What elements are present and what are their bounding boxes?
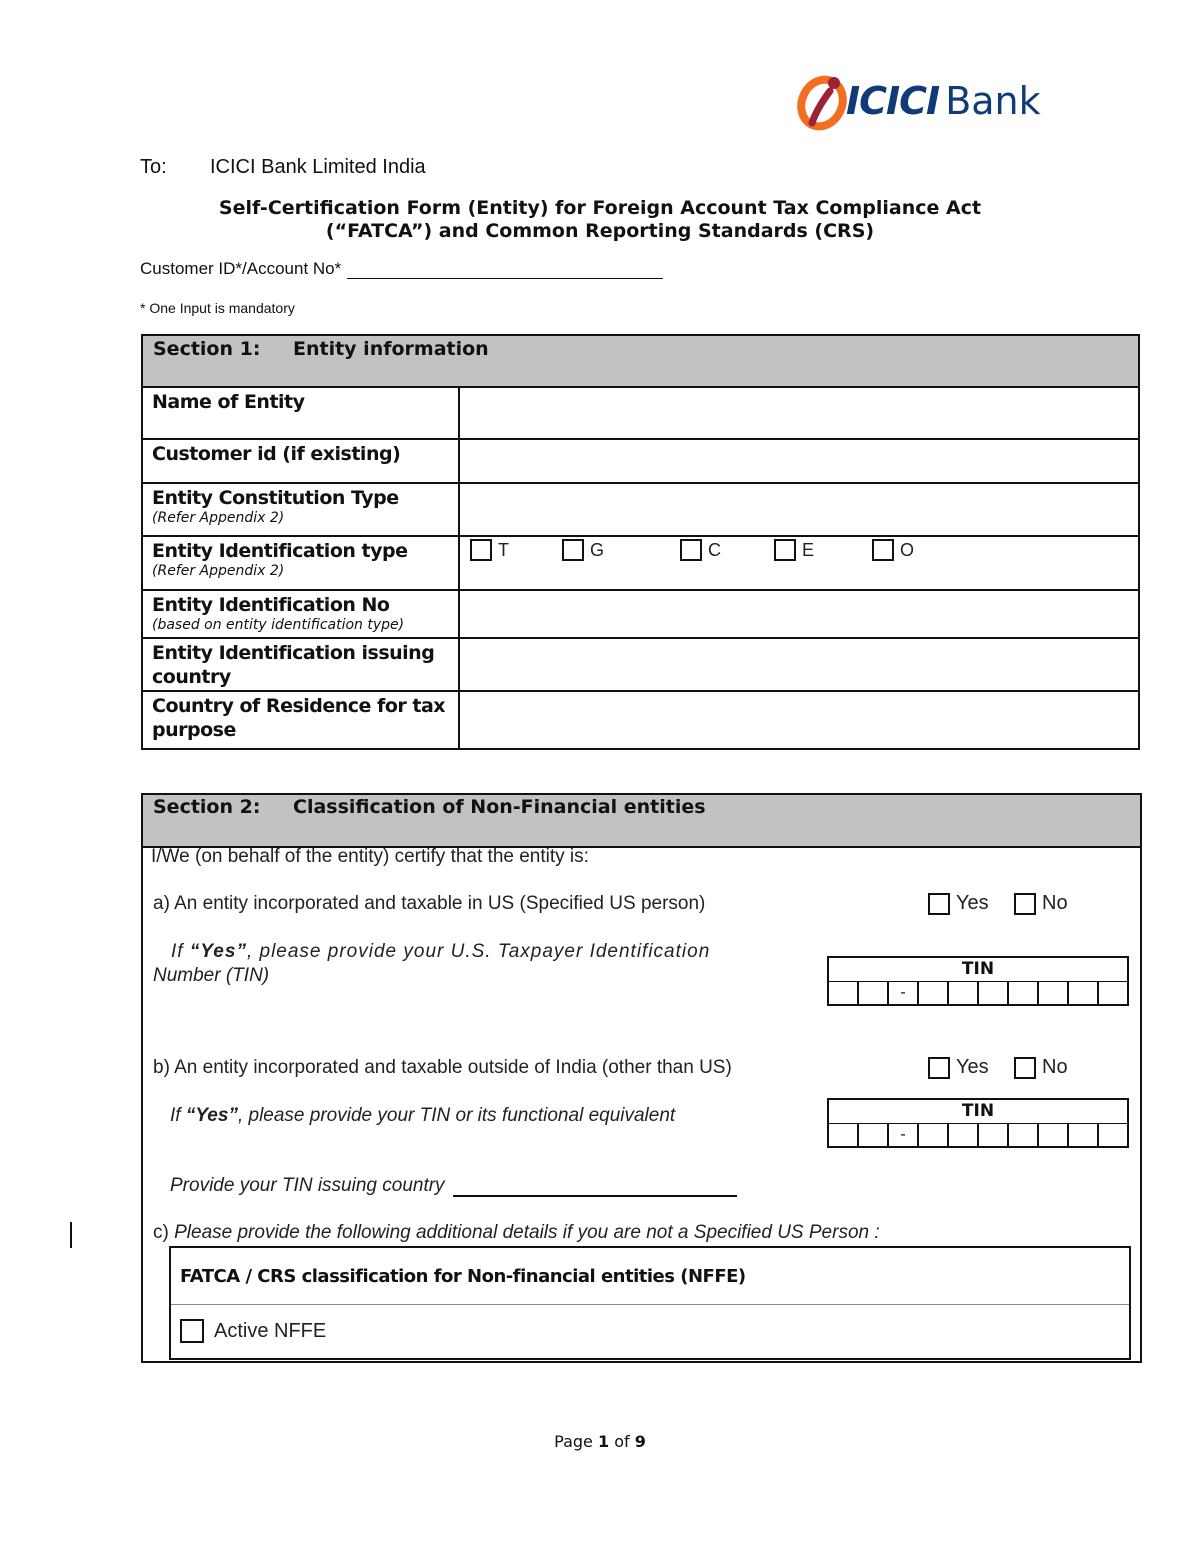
question-c: c) Please provide the following additional details if you are not a Specified US Person : bbox=[153, 1222, 880, 1243]
section-1-table bbox=[141, 334, 1140, 750]
customer-id-input[interactable] bbox=[347, 263, 663, 279]
tin-cell[interactable] bbox=[1009, 982, 1039, 1004]
id-type-t[interactable]: T bbox=[470, 539, 562, 561]
row-label: Entity Identification issuing country bbox=[143, 639, 460, 690]
row-issuing-country bbox=[143, 639, 1138, 692]
active-nffe-label: Active NFFE bbox=[214, 1319, 327, 1342]
row-label: Entity Constitution Type (Refer Appendix 2) bbox=[143, 484, 460, 535]
to-value: ICICI Bank Limited India bbox=[210, 156, 426, 178]
checkbox-icon[interactable] bbox=[928, 1057, 950, 1079]
question-a: a) An entity incorporated and taxable in US (Specified US person) bbox=[153, 893, 706, 914]
tin-cell[interactable] bbox=[829, 1124, 859, 1146]
nffe-heading: FATCA / CRS classification for Non-financial entities (NFFE) bbox=[171, 1248, 1129, 1305]
row-tax-residence bbox=[143, 692, 1138, 750]
tin-cell[interactable] bbox=[919, 1124, 949, 1146]
tin-cell[interactable] bbox=[1039, 982, 1069, 1004]
icici-logo-icon bbox=[794, 71, 850, 131]
tin-cell[interactable] bbox=[949, 982, 979, 1004]
tin-cell[interactable] bbox=[949, 1124, 979, 1146]
section-1-number: Section 1: bbox=[153, 338, 261, 360]
id-type-g[interactable]: G bbox=[562, 539, 680, 561]
row-constitution-type bbox=[143, 484, 1138, 537]
form-title-line1: Self-Certification Form (Entity) for Foreign Account Tax Compliance Act bbox=[218, 197, 982, 219]
question-a-tin-prompt: If “Yes”, please provide your U.S. Taxpayer Identification Number (TIN) bbox=[153, 941, 711, 986]
checkbox-icon[interactable] bbox=[1014, 893, 1036, 915]
text-cursor bbox=[70, 1222, 72, 1248]
tin-dash: - bbox=[889, 1124, 919, 1146]
row-name-of-entity bbox=[143, 388, 1138, 440]
tin-cell[interactable] bbox=[979, 982, 1009, 1004]
tin-cell[interactable] bbox=[919, 982, 949, 1004]
row-identification-no bbox=[143, 591, 1138, 639]
tin-cell[interactable] bbox=[859, 1124, 889, 1146]
tin-label: TIN bbox=[827, 1098, 1129, 1124]
tin-box-a[interactable] bbox=[827, 956, 1129, 1006]
question-b-no[interactable]: No bbox=[1014, 1056, 1068, 1079]
form-title-line2: (“FATCA”) and Common Reporting Standards (CRS) bbox=[325, 220, 875, 242]
icici-logo bbox=[794, 70, 1064, 132]
page-number: Page 1 of 9 bbox=[554, 1432, 646, 1451]
to-label: To: bbox=[140, 156, 167, 178]
addressee-line bbox=[140, 156, 426, 179]
customer-id-label: Customer ID*/Account No* bbox=[140, 259, 342, 278]
tin-cell[interactable] bbox=[1039, 1124, 1069, 1146]
row-label: Name of Entity bbox=[143, 388, 460, 438]
question-b-tin-prompt: If “Yes”, please provide your TIN or its functional equivalent bbox=[170, 1105, 676, 1126]
tin-country-label: Provide your TIN issuing country bbox=[170, 1175, 445, 1196]
question-b-yes[interactable]: Yes bbox=[928, 1056, 989, 1079]
tin-cell[interactable] bbox=[979, 1124, 1009, 1146]
checkbox-icon[interactable] bbox=[562, 539, 584, 561]
name-of-entity-input[interactable] bbox=[460, 388, 1138, 438]
mandatory-note: * One Input is mandatory bbox=[140, 300, 295, 316]
tin-country-field bbox=[170, 1175, 737, 1197]
question-b: b) An entity incorporated and taxable outside of India (other than US) bbox=[153, 1057, 732, 1078]
checkbox-icon[interactable] bbox=[1014, 1057, 1036, 1079]
logo-wordmark: ICICI Bank bbox=[846, 79, 1041, 123]
question-a-no[interactable]: No bbox=[1014, 892, 1068, 915]
issuing-country-input[interactable] bbox=[460, 639, 1138, 690]
id-type-c[interactable]: C bbox=[680, 539, 774, 561]
identification-type-options bbox=[460, 537, 1138, 589]
tin-cell[interactable] bbox=[1069, 982, 1099, 1004]
id-type-e[interactable]: E bbox=[774, 539, 872, 561]
active-nffe-option[interactable] bbox=[171, 1305, 1129, 1343]
nffe-classification-box bbox=[169, 1246, 1131, 1360]
checkbox-icon[interactable] bbox=[872, 539, 894, 561]
constitution-type-input[interactable] bbox=[460, 484, 1138, 535]
section-1-header bbox=[143, 336, 1138, 388]
question-a-yes[interactable]: Yes bbox=[928, 892, 989, 915]
checkbox-icon[interactable] bbox=[774, 539, 796, 561]
tin-cell[interactable] bbox=[1009, 1124, 1039, 1146]
checkbox-icon[interactable] bbox=[180, 1319, 204, 1343]
row-customer-id bbox=[143, 440, 1138, 484]
id-type-o[interactable]: O bbox=[872, 539, 932, 561]
identification-no-input[interactable] bbox=[460, 591, 1138, 637]
section-2-title: Classification of Non-Financial entities bbox=[293, 796, 706, 818]
checkbox-icon[interactable] bbox=[470, 539, 492, 561]
tax-residence-input[interactable] bbox=[460, 692, 1138, 750]
section-2-intro: I/We (on behalf of the entity) certify that the entity is: bbox=[151, 846, 589, 867]
tin-label: TIN bbox=[827, 956, 1129, 982]
row-label: Entity Identification type (Refer Appendix 2) bbox=[143, 537, 460, 589]
tin-cell[interactable] bbox=[1069, 1124, 1099, 1146]
row-label: Entity Identification No (based on entity identification type) bbox=[143, 591, 460, 637]
section-1-title: Entity information bbox=[293, 338, 489, 360]
row-label: Country of Residence for tax purpose bbox=[143, 692, 460, 750]
section-2-header bbox=[143, 795, 1140, 848]
tin-cell[interactable] bbox=[1099, 982, 1129, 1004]
tin-dash: - bbox=[889, 982, 919, 1004]
checkbox-icon[interactable] bbox=[680, 539, 702, 561]
tin-cell[interactable] bbox=[859, 982, 889, 1004]
checkbox-icon[interactable] bbox=[928, 893, 950, 915]
tin-cell[interactable] bbox=[829, 982, 859, 1004]
form-title bbox=[140, 197, 1060, 243]
tin-box-b[interactable] bbox=[827, 1098, 1129, 1148]
row-identification-type bbox=[143, 537, 1138, 591]
customer-id-existing-input[interactable] bbox=[460, 440, 1138, 482]
row-label: Customer id (if existing) bbox=[143, 440, 460, 482]
section-2-number: Section 2: bbox=[153, 796, 261, 818]
tin-cell[interactable] bbox=[1099, 1124, 1129, 1146]
tin-country-input[interactable] bbox=[453, 1179, 737, 1197]
customer-id-field bbox=[140, 259, 663, 279]
